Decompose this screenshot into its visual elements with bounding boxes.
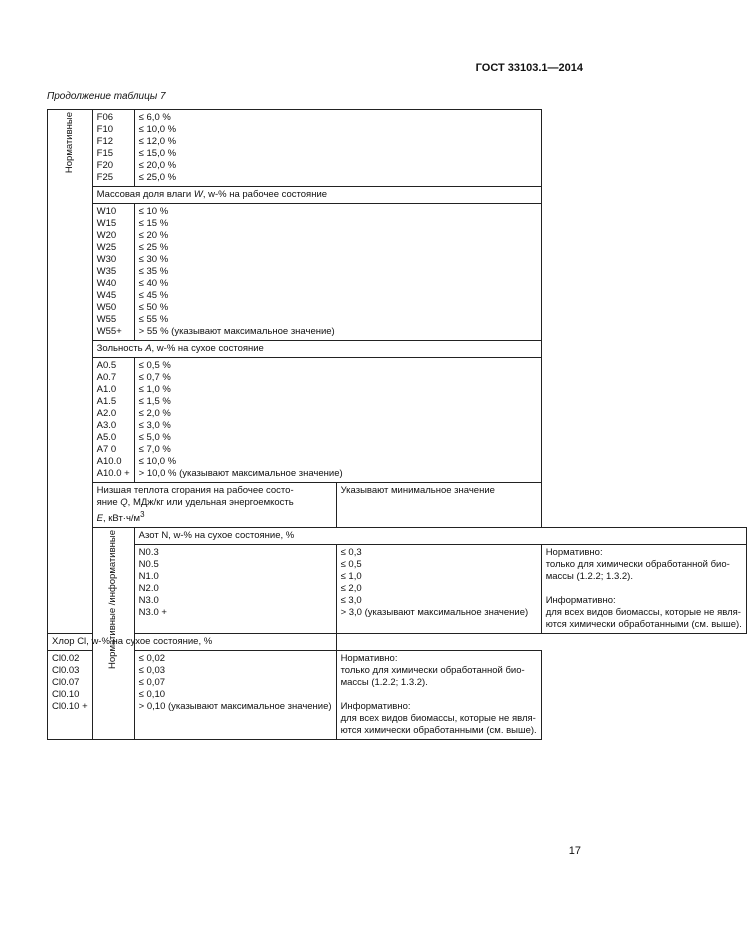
list-item: N2.0 [138, 583, 159, 595]
table-row [48, 634, 747, 651]
list-item: ≤ 50 % [138, 302, 169, 313]
list-item: W10 [96, 206, 117, 217]
chlorine-note: Нормативно: только для химически обработанной био- массы (1.2.2; 1.3.2). Информативно: для всех видов биомассы, которые не явля- ются химически обработанными (см. выше). [336, 651, 541, 740]
list-item: W35 [96, 266, 117, 277]
page-number: 17 [568, 845, 581, 857]
value-list [336, 545, 541, 634]
list-item: ≤ 0,3 [340, 547, 362, 559]
list-item: A0.5 [96, 360, 117, 371]
list-item: ≤ 7,0 % [138, 444, 171, 455]
list-item: ≤ 55 % [138, 314, 169, 325]
list-item: ≤ 30 % [138, 254, 169, 265]
list-item: W15 [96, 218, 117, 229]
list-item: ≤ 0,03 [138, 665, 166, 677]
section-title-ash: Зольность A, w-% на сухое состояние [92, 341, 541, 358]
list-item: ≤ 1,0 [340, 571, 362, 583]
list-item: ≤ 12,0 % [138, 136, 177, 147]
nitrogen-note: Нормативно: только для химически обработанной био- массы (1.2.2; 1.3.2). Информативно: для всех видов биомассы, которые не явля- ются химически обработанными (см. выше). [541, 545, 746, 634]
code-list [134, 545, 336, 634]
list-item: ≤ 1,5 % [138, 396, 171, 407]
list-item: ≤ 15,0 % [138, 148, 177, 159]
list-item: ≤ 0,7 % [138, 372, 171, 383]
list-item: F12 [96, 136, 114, 147]
table-row [48, 545, 747, 634]
list-item: A2.0 [96, 408, 117, 419]
list-item: ≤ 0,10 [138, 689, 166, 701]
value-list [134, 110, 541, 187]
list-item: W50 [96, 302, 117, 313]
list-item: ≤ 10,0 % [138, 124, 177, 135]
table-row [48, 528, 747, 545]
property-table [47, 109, 747, 740]
calorific-label: Низшая теплота сгорания на рабочее состо- яние Q, МДж/кг или удельная энергоемкость E, $кВт\cdot ч/м^3$ [92, 483, 336, 528]
list-item: ≤ 1,0 % [138, 384, 171, 395]
list-item: ≤ 35 % [138, 266, 169, 277]
list-item: Cl0.03 [52, 665, 80, 677]
list-item: F10 [96, 124, 114, 135]
table-row [48, 341, 747, 358]
list-item: A1.5 [96, 396, 117, 407]
code-list [92, 358, 134, 483]
list-item: W55+ [96, 326, 122, 337]
section-title-moisture: Массовая доля влаги W, w-% на рабочее состояние [92, 187, 541, 204]
list-item: F06 [96, 112, 114, 123]
list-item: ≤ 6,0 % [138, 112, 171, 123]
list-item: W25 [96, 242, 117, 253]
section-title-chlorine: Хлор Cl, w-% на сухое состояние, % [48, 634, 337, 651]
group-label-normative: Нормативные [48, 110, 93, 634]
list-item: A10.0 + [96, 468, 130, 479]
section-title-nitrogen: Азот N, w-% на сухое состояние, % [134, 528, 746, 545]
list-item: ≤ 20,0 % [138, 160, 177, 171]
list-item: A3.0 [96, 420, 117, 431]
list-item: ≤ 40 % [138, 278, 169, 289]
list-item: Cl0.10 + [52, 701, 88, 713]
table-row [48, 187, 747, 204]
table-row [48, 483, 747, 528]
code-list [92, 110, 134, 187]
list-item: ≤ 0,07 [138, 677, 166, 689]
list-item: > 55 % (указывают максимальное значение) [138, 326, 335, 337]
list-item: W55 [96, 314, 117, 325]
list-item: W30 [96, 254, 117, 265]
list-item: A7 0 [96, 444, 117, 455]
table-row [48, 204, 747, 341]
list-item: F15 [96, 148, 114, 159]
list-item: N3.0 + [138, 607, 167, 619]
list-item: A10.0 [96, 456, 122, 467]
group-label-normative-informative: Нормативные /информативные [92, 528, 134, 740]
standard-number: ГОСТ 33103.1—2014 [475, 62, 583, 74]
list-item: N1.0 [138, 571, 159, 583]
list-item: ≤ 0,5 % [138, 360, 171, 371]
list-item: ≤ 20 % [138, 230, 169, 241]
list-item: ≤ 25 % [138, 242, 169, 253]
list-item: ≤ 0,5 [340, 559, 362, 571]
list-item: A1.0 [96, 384, 117, 395]
list-item: ≤ 3,0 [340, 595, 362, 607]
list-item: Cl0.10 [52, 689, 80, 701]
list-item: > 3,0 (указывают максимальное значение) [340, 607, 529, 619]
list-item: ≤ 2,0 [340, 583, 362, 595]
list-item: > 0,10 (указывают максимальное значение) [138, 701, 332, 713]
list-item: N0.3 [138, 547, 159, 559]
code-list [92, 204, 134, 341]
list-item: W20 [96, 230, 117, 241]
list-item: Cl0.02 [52, 653, 80, 665]
value-list [134, 358, 541, 483]
list-item: N0.5 [138, 559, 159, 571]
table-continuation-caption: Продолжение таблицы 7 [47, 91, 166, 102]
list-item: A0.7 [96, 372, 117, 383]
calorific-value: Указывают минимальное значение [336, 483, 541, 528]
list-item: ≤ 0,02 [138, 653, 166, 665]
list-item: ≤ 5,0 % [138, 432, 171, 443]
table-row [48, 651, 747, 740]
list-item: ≤ 10 % [138, 206, 169, 217]
list-item: ≤ 45 % [138, 290, 169, 301]
value-list [134, 651, 336, 740]
list-item: ≤ 25,0 % [138, 172, 177, 183]
list-item: F20 [96, 160, 114, 171]
code-list [48, 651, 93, 740]
value-list [134, 204, 541, 341]
list-item: A5.0 [96, 432, 117, 443]
table-row [48, 358, 747, 483]
list-item: ≤ 15 % [138, 218, 169, 229]
list-item: W45 [96, 290, 117, 301]
table-row [48, 110, 747, 187]
list-item: W40 [96, 278, 117, 289]
list-item: > 10,0 % (указывают максимальное значение) [138, 468, 343, 479]
list-item: ≤ 3,0 % [138, 420, 171, 431]
list-item: Cl0.07 [52, 677, 80, 689]
list-item: ≤ 2,0 % [138, 408, 171, 419]
list-item: F25 [96, 172, 114, 183]
list-item: ≤ 10,0 % [138, 456, 177, 467]
list-item: N3.0 [138, 595, 159, 607]
